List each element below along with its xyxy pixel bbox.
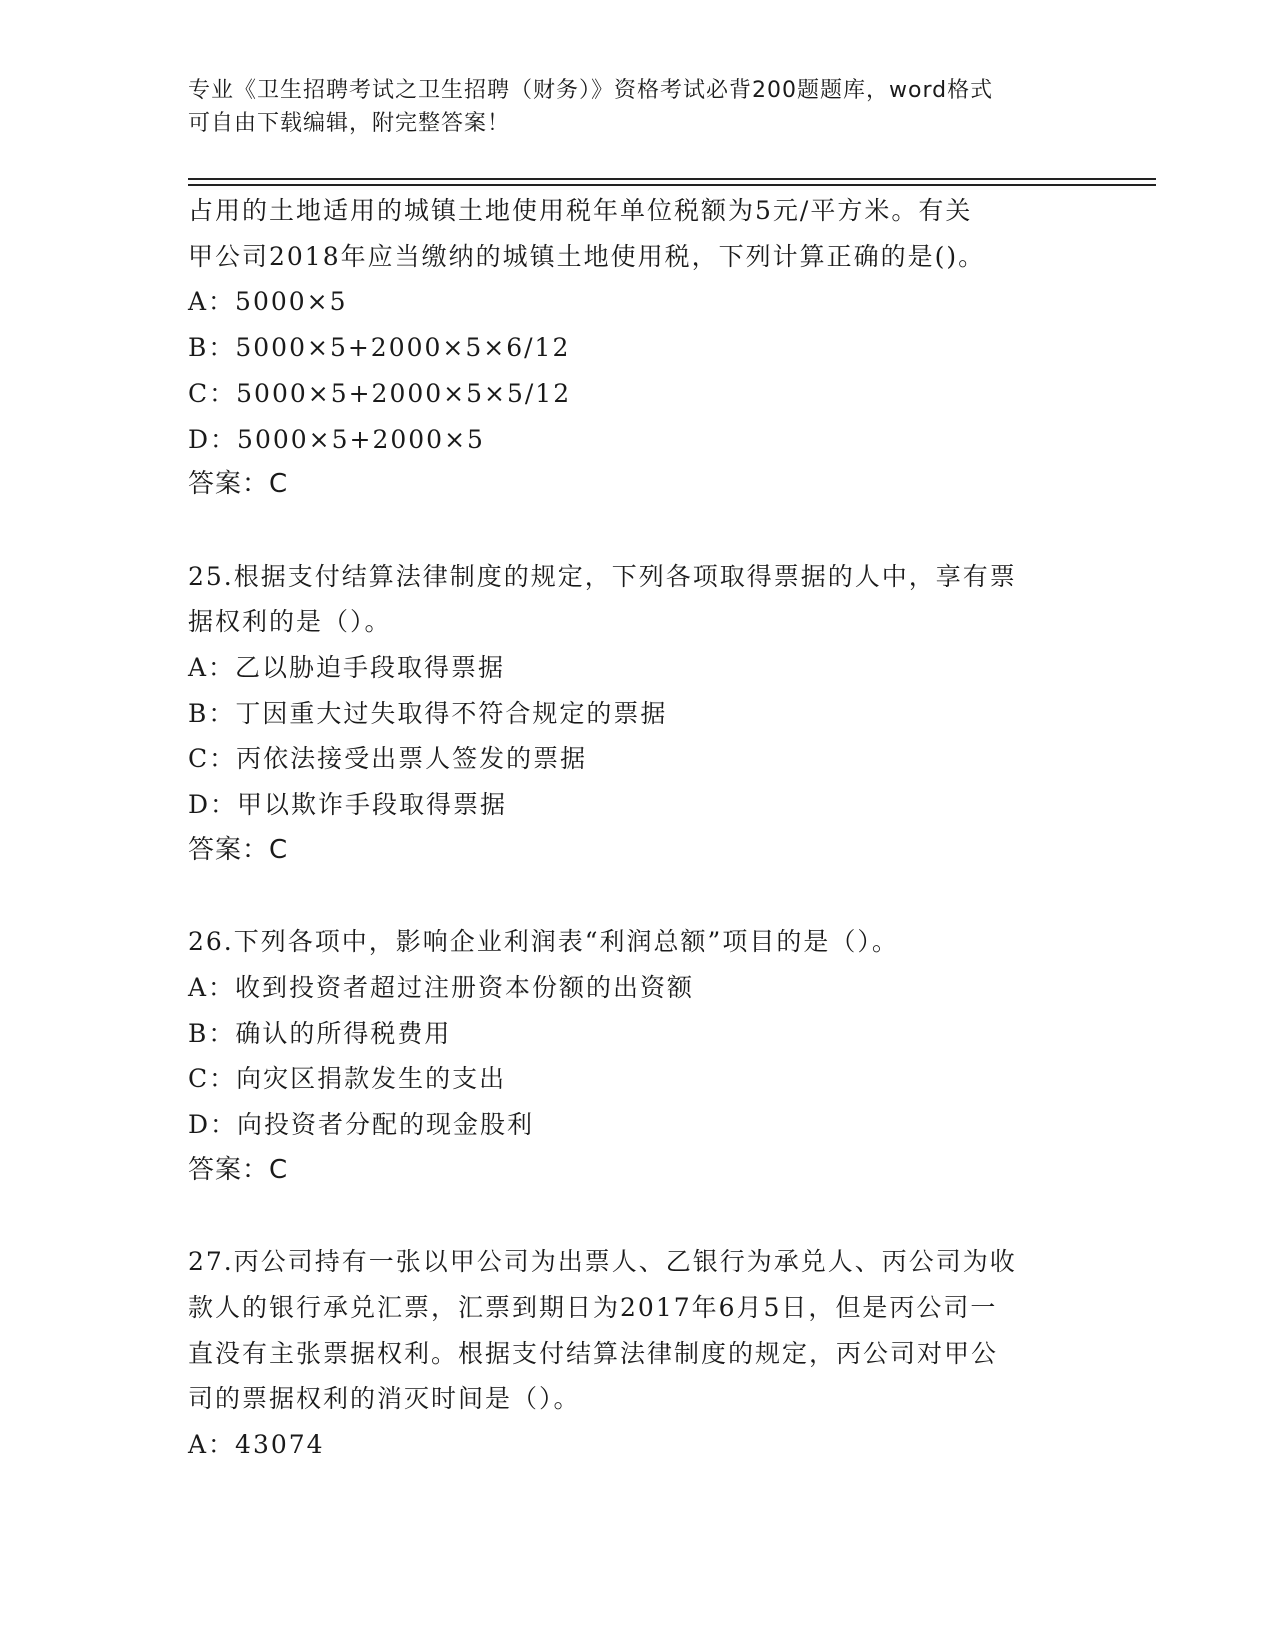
header-title-line-2: 可自由下载编辑，附完整答案！ <box>188 111 511 136</box>
question-stem-line: 27.丙公司持有一张以甲公司为出票人、乙银行为承兑人、丙公司为收 <box>188 1247 1017 1277</box>
question-25 <box>188 554 1118 874</box>
question-list <box>188 188 1118 1468</box>
question-stem-line: 25.根据支付结算法律制度的规定，下列各项取得票据的人中，享有票 <box>188 561 1017 591</box>
header-title-line-1: 专业《卫生招聘考试之卫生招聘（财务）》资格考试必背200题题库，word格式 <box>188 78 994 103</box>
option-a: A：收到投资者超过注册资本份额的出资额 <box>188 972 695 1002</box>
question-spacer <box>188 508 1118 554</box>
question-spacer <box>188 1193 1118 1239</box>
header-divider-top <box>188 178 1156 180</box>
question-stem-line: 占用的土地适用的城镇土地使用税年单位税额为5元/平方米。有关 <box>188 196 973 225</box>
option-d: D：向投资者分配的现金股利 <box>188 1110 535 1140</box>
option-b: B：5000×5+2000×5×6/12 <box>188 333 571 363</box>
question-stem-line: 甲公司2018年应当缴纳的城镇土地使用税，下列计算正确的是()。 <box>188 241 986 271</box>
option-c: C：丙依法接受出票人签发的票据 <box>188 744 588 774</box>
question-27 <box>188 1239 1118 1468</box>
option-a: A：5000×5 <box>188 287 348 317</box>
document-header <box>188 74 1088 140</box>
question-stem-line: 26.下列各项中，影响企业利润表“利润总额”项目的是（）。 <box>188 927 899 957</box>
option-c: C：5000×5+2000×5×5/12 <box>188 378 572 408</box>
answer-line: 答案：C <box>188 469 289 500</box>
option-b: B：确认的所得税费用 <box>188 1018 452 1048</box>
question-stem-line: 直没有主张票据权利。根据支付结算法律制度的规定，丙公司对甲公 <box>188 1338 999 1368</box>
header-divider-bottom <box>188 184 1156 186</box>
question-24 <box>188 188 1118 508</box>
question-spacer <box>188 874 1118 920</box>
question-26 <box>188 919 1118 1193</box>
question-stem-line: 款人的银行承兑汇票，汇票到期日为2017年6月5日，但是丙公司一 <box>188 1292 998 1322</box>
question-stem-line: 据权利的是（）。 <box>188 607 392 637</box>
option-a: A：43074 <box>188 1429 325 1459</box>
option-b: B：丁因重大过失取得不符合规定的票据 <box>188 698 668 728</box>
answer-line: 答案：C <box>188 834 289 865</box>
option-d: D：甲以欺诈手段取得票据 <box>188 790 508 820</box>
question-stem-line: 司的票据权利的消灭时间是（）。 <box>188 1384 581 1414</box>
option-d: D：5000×5+2000×5 <box>188 424 485 454</box>
option-c: C：向灾区捐款发生的支出 <box>188 1064 507 1094</box>
option-a: A：乙以胁迫手段取得票据 <box>188 653 506 683</box>
answer-line: 答案：C <box>188 1154 289 1185</box>
